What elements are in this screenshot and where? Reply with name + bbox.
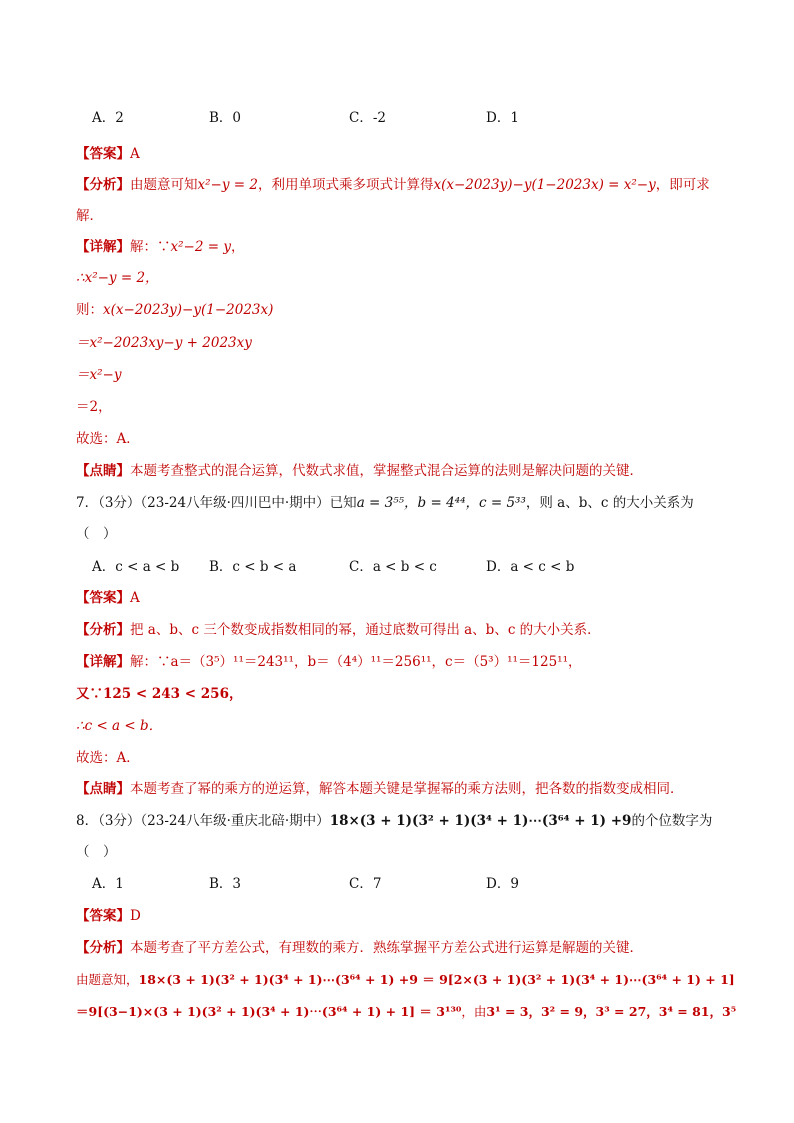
- detail-text: ，由: [461, 1004, 487, 1019]
- q6-detail-line2: ∴x²−y = 2，: [76, 270, 159, 286]
- q6-detail-line7: 故选：A．: [76, 431, 140, 447]
- question-text: 7．（3分）（23-24八年级·四川巴中·期中）已知: [76, 495, 357, 511]
- q6-detail-line6: ＝2，: [76, 399, 112, 415]
- q6-option-b: B．0: [209, 110, 242, 126]
- q7-option-c: C．a < b < c: [349, 559, 437, 575]
- comment-text: 本题考查了幂的乘方的逆运算，解答本题关键是掌握幂的乘方法则，把各数的指数变成相同．: [130, 781, 684, 797]
- analysis-formula: x²−y = 2: [197, 177, 258, 193]
- detail-formula: 3¹ = 3，3² = 9，3³ = 27，3⁴ = 81，3⁵: [486, 1004, 737, 1019]
- q7-option-b: B．c < b < a: [209, 559, 297, 575]
- comment-tag: 【点睛】: [76, 781, 130, 797]
- q7-stem-blank: （ ）: [76, 526, 117, 542]
- analysis-text: 由题意可知: [130, 177, 198, 193]
- q6-option-d: D．1: [486, 110, 519, 126]
- q6-option-c: C．-2: [349, 110, 386, 126]
- q6-detail-line3: [76, 300, 734, 320]
- answer-tag: 【答案】: [76, 146, 130, 162]
- q8-stem-blank: （ ）: [76, 844, 117, 860]
- detail-text: 解：∵: [130, 239, 171, 255]
- q7-detail: [76, 652, 734, 672]
- question-text: 的个位数字为: [631, 813, 713, 829]
- analysis-text: 把 a、b、c 三个数变成指数相同的幂，通过底数可得出 a、b、c 的大小关系．: [130, 622, 601, 638]
- q6-option-a: A．2: [92, 110, 124, 126]
- q7-analysis: [76, 620, 734, 640]
- q7-stem: [76, 493, 734, 513]
- q7-detail-line4: 故选：A．: [76, 750, 140, 766]
- q7-comment: [76, 779, 734, 799]
- q6-comment: [76, 461, 734, 481]
- q6-answer: [76, 144, 734, 164]
- question-text: 8．（3分）（23-24八年级·重庆北碚·期中）: [76, 813, 330, 829]
- comment-tag: 【点睛】: [76, 463, 130, 479]
- detail-formula: 18×(3 + 1)(3² + 1)(3⁴ + 1)⋯(3⁶⁴ + 1) +9 ＝ 9[2×(3 + 1)(3² + 1)(3⁴ + 1)⋯(3⁶⁴ + 1) + 1]: [138, 972, 735, 987]
- q6-detail-line4: ＝x²−2023xy−y + 2023xy: [76, 335, 252, 351]
- detail-formula: ＝9[(3−1)×(3 + 1)(3² + 1)(3⁴ + 1)⋯(3⁶⁴ + 1) + 1] ＝ 3¹³⁰: [76, 1004, 462, 1019]
- q7-answer: [76, 588, 734, 608]
- q8-analysis: [76, 938, 734, 958]
- q8-detail-line1: [76, 970, 734, 990]
- q6-analysis: [76, 175, 734, 195]
- detail-text: 解：∵a＝（3⁵）¹¹＝243¹¹，b＝（4⁴）¹¹＝256¹¹，c＝（5³）¹¹＝125¹¹，: [130, 654, 582, 670]
- q8-answer: [76, 906, 734, 926]
- answer-value: D: [130, 908, 141, 924]
- answer-tag: 【答案】: [76, 908, 130, 924]
- q8-detail-line2: [76, 1002, 737, 1022]
- q8-option-d: D．9: [486, 876, 519, 892]
- q7-detail-line2: 又∵125 < 243 < 256，: [76, 686, 243, 702]
- analysis-text: 本题考查了平方差公式，有理数的乘方．熟练掌握平方差公式进行运算是解题的关键．: [130, 940, 643, 956]
- detail-text: ，: [230, 239, 245, 255]
- analysis-formula: x(x−2023y)−y(1−2023x) = x²−y: [433, 177, 656, 193]
- q8-option-b: B．3: [209, 876, 242, 892]
- q8-option-c: C．7: [349, 876, 382, 892]
- q8-stem: [76, 811, 734, 831]
- question-formula: 18×(3 + 1)(3² + 1)(3⁴ + 1)⋯(3⁶⁴ + 1) +9: [329, 813, 632, 829]
- q7-option-a: A．c < a < b: [92, 559, 180, 575]
- question-formula: a = 3⁵⁵，b = 4⁴⁴，c = 5³³: [356, 495, 526, 511]
- analysis-tag: 【分析】: [76, 622, 130, 638]
- comment-text: 本题考查整式的混合运算，代数式求值，掌握整式混合运算的法则是解决问题的关键．: [130, 463, 643, 479]
- detail-formula: x(x−2023y)−y(1−2023x): [103, 302, 274, 318]
- detail-text: 则：: [76, 302, 103, 318]
- detail-formula: x²−2 = y: [170, 239, 231, 255]
- q7-detail-line3: ∴c < a < b．: [76, 718, 163, 734]
- detail-text: 由题意知，: [76, 972, 139, 987]
- analysis-text: ，即可求: [655, 177, 710, 193]
- answer-value: A: [130, 590, 140, 606]
- q7-option-d: D．a < c < b: [486, 559, 575, 575]
- detail-tag: 【详解】: [76, 239, 130, 255]
- q6-detail: [76, 237, 734, 257]
- q6-detail-line5: ＝x²−y: [76, 367, 122, 383]
- analysis-tag: 【分析】: [76, 940, 130, 956]
- q8-option-a: A．1: [92, 876, 124, 892]
- question-text: ，则 a、b、c 的大小关系为: [525, 495, 694, 511]
- analysis-tag: 【分析】: [76, 177, 130, 193]
- analysis-text: ，利用单项式乘多项式计算得: [257, 177, 434, 193]
- q6-analysis-cont: [76, 206, 734, 226]
- answer-value: A: [130, 146, 140, 162]
- detail-tag: 【详解】: [76, 654, 130, 670]
- answer-tag: 【答案】: [76, 590, 130, 606]
- analysis-text: 解．: [76, 208, 103, 224]
